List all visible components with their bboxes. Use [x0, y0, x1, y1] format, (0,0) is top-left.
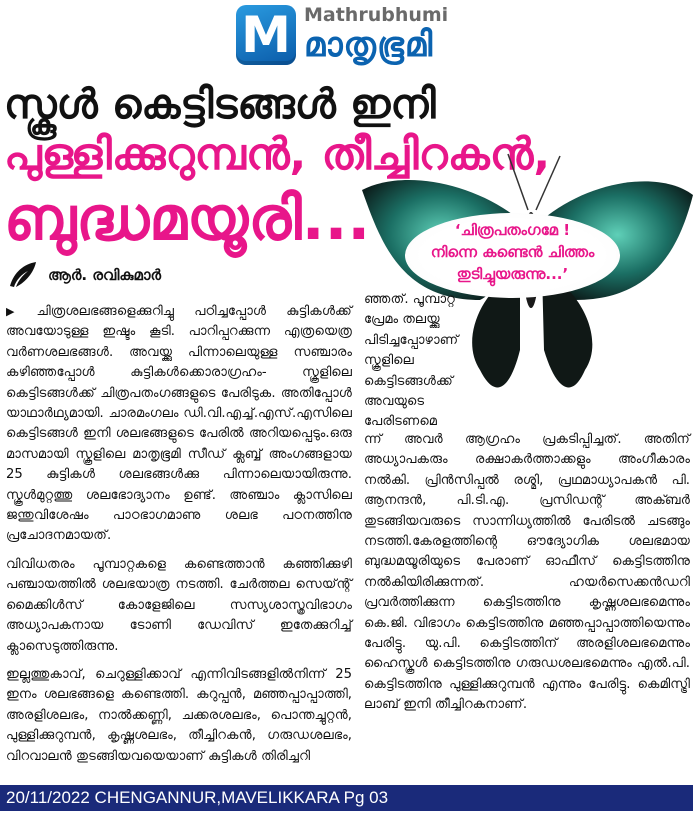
page-footer: 20/11/2022 CHENGANNUR,MAVELIKKARA Pg 03	[0, 785, 693, 811]
article-column-2-top-text: ഞ്ഞത്. പൂമ്പാറ്റ പ്രേമം തലയ്ക്കു പിടിച്ചപ്പോഴാണ് സ്കൂളിലെ കെട്ടിടങ്ങൾക്ക് അവയുടെ പേരിടണമെ	[364, 292, 459, 430]
article-paragraph	[6, 302, 352, 547]
quill-icon	[6, 260, 40, 290]
article-column-2	[364, 430, 690, 716]
headline-line-3: ബുദ്ധമയൂരി...	[4, 184, 371, 254]
masthead-name-en: Mathrubhumi	[304, 4, 449, 26]
masthead	[236, 4, 448, 66]
callout-line-1: ‘ചിത്രപതംഗമേ !	[454, 221, 571, 239]
headline-line-2: പുള്ളിക്കുറുമ്പൻ, തീച്ചിറകൻ,	[4, 129, 551, 180]
article-paragraph-3: ഇല്ലത്തുകാവ്, ചെറുള്ളിക്കാവ് എന്നിവിടങ്ങളിൽനിന്ന് 25 ഇനം ശലഭങ്ങളെ കണ്ടെത്തി. കറുപ്പൻ, മഞ്ഞപ്പാപ്പാത്തി, അരളിശലഭം, നാൽക്കണ്ണി, ചക്കരശലഭം, പൊന്തച്ചുറ്റൻ, പുള്ളിക്കുറുമ്പൻ, കൃഷ്ണശലഭം, തീച്ചിറകൻ, ഗരുഡശലഭം, വിറവാലൻ തുടങ്ങിയവയെയാണ് കുട്ടികൾ തിരിച്ചറി	[6, 666, 352, 764]
bullet-icon: ▶	[6, 305, 31, 318]
byline	[6, 260, 161, 290]
callout-line-2: നിന്നെ കണ്ടെൻ ചിത്തം	[430, 243, 595, 261]
masthead-title	[304, 5, 448, 65]
masthead-name-ml: മാതൃഭൂമി	[304, 25, 434, 65]
callout-bubble	[405, 213, 620, 298]
headline-line-1: സ്കൂൾ കെട്ടിടങ്ങൾ ഇനി	[4, 80, 436, 128]
article-column-2-text: ന്ന് അവർ ആഗ്രഹം പ്രകടിപ്പിച്ചത്. അതിന് അധ്യാപകരും രക്ഷാകർത്താക്കളും അംഗീകാരം നൽകി. പ്രിൻസിപ്പൽ രശ്മി, പ്രഥമാധ്യാപകൻ പി. ആനന്ദൻ, പി.ടി.എ. പ്രസിഡന്റ് അക്ബർ തുടങ്ങിയവരുടെ സാന്നിധ്യത്തിൽ പേരിടൽ ചടങ്ങും നടത്തി.കേരളത്തിന്റെ ഔദ്യോഗിക ശലഭമായ ബുദ്ധമയൂരിയുടെ പേരാണ് ഓഫീസ് കെട്ടിടത്തിനു നൽകിയിരിക്കുന്നത്. ഹയർസെക്കൻഡറി പ്രവർത്തിക്കുന്ന കെട്ടിടത്തിനു കൃഷ്ണശലഭമെന്നും കെ.ജി. വിഭാഗം കെട്ടിടത്തിനു മഞ്ഞപ്പാപ്പാത്തിയെന്നും പേരിട്ടു. യു.പി. കെട്ടിടത്തിന് അരളിശലഭമെന്നും ഹൈസ്കൂൾ കെട്ടിടത്തിനു ഗരുഡശലഭമെന്നും എൽ.പി. കെട്ടിടത്തിനു പുള്ളിക്കുറുമ്പൻ എന്നും പേരിട്ടു. കെമിസ്ട്രി ലാബ് ഇനി തീച്ചിറകനാണ്.	[364, 432, 690, 713]
mathrubhumi-logo: M	[236, 5, 296, 65]
article-paragraph-1: ചിത്രശലഭങ്ങളെക്കുറിച്ചു പഠിച്ചപ്പോൾ കുട്ടികൾക്ക് അവയോടുള്ള ഇഷ്ടം കൂടി. പാറിപ്പറക്കുന്ന എത്രയെത്ര വർണശലഭങ്ങൾ. അവയ്ക്കു പിന്നാലെയുള്ള സഞ്ചാരം കഴിഞ്ഞപ്പോൾ കുട്ടികൾക്കൊരാഗ്രഹം- സ്കൂളിലെ കെട്ടിടങ്ങൾക്ക് ചിത്രപതംഗങ്ങളുടെ പേരിടുക. അതിപ്പോൾ യാഥാർഥ്യമായി. ചാരമംഗലം ഡി.വി.എച്ച്.എസ്.എസിലെ കെട്ടിടങ്ങൾ ഇനി ശലഭങ്ങളുടെ പേരിൽ അറിയപ്പെടും.ഒരു മാസമായി സ്കൂളിലെ മാതൃഭൂമി സീഡ് ക്ലബ്ബ് അംഗങ്ങളായ 25 കുട്ടികൾ ശലഭങ്ങൾക്കു പിന്നാലെയായിരുന്നു. സ്കൂൾമുറ്റത്തു ശലഭോദ്യാനം ഉണ്ട്. അഞ്ചാം ക്ലാസിലെ ജന്തുവിശേഷം പാഠഭാഗമാണു ശലഭ പഠനത്തിനു പ്രചോദനമായത്.	[6, 304, 352, 544]
callout-line-3: തുടിച്ചുയരുന്നു...’	[456, 265, 569, 283]
article-column-1	[6, 302, 352, 775]
article-column-2-top	[364, 290, 464, 433]
article-paragraph-2: വിവിധതരം പൂമ്പാറ്റകളെ കണ്ടെത്താൻ കഞ്ഞിക്കുഴി പഞ്ചായത്തിൽ ശലഭയാത്ര നടത്തി. ചേർത്തല സെയ്ന്റ് മൈക്കിൾസ് കോളേജിലെ സസ്യശാസ്ത്രവിഭാഗം അധ്യാപകനായ ടോണി ഡേവിസ് ഇതേക്കുറിച്ച് ക്ലാസെടുത്തിരുന്നു.	[6, 556, 352, 654]
author-name: ആർ. രവികുമാർ	[48, 266, 162, 284]
